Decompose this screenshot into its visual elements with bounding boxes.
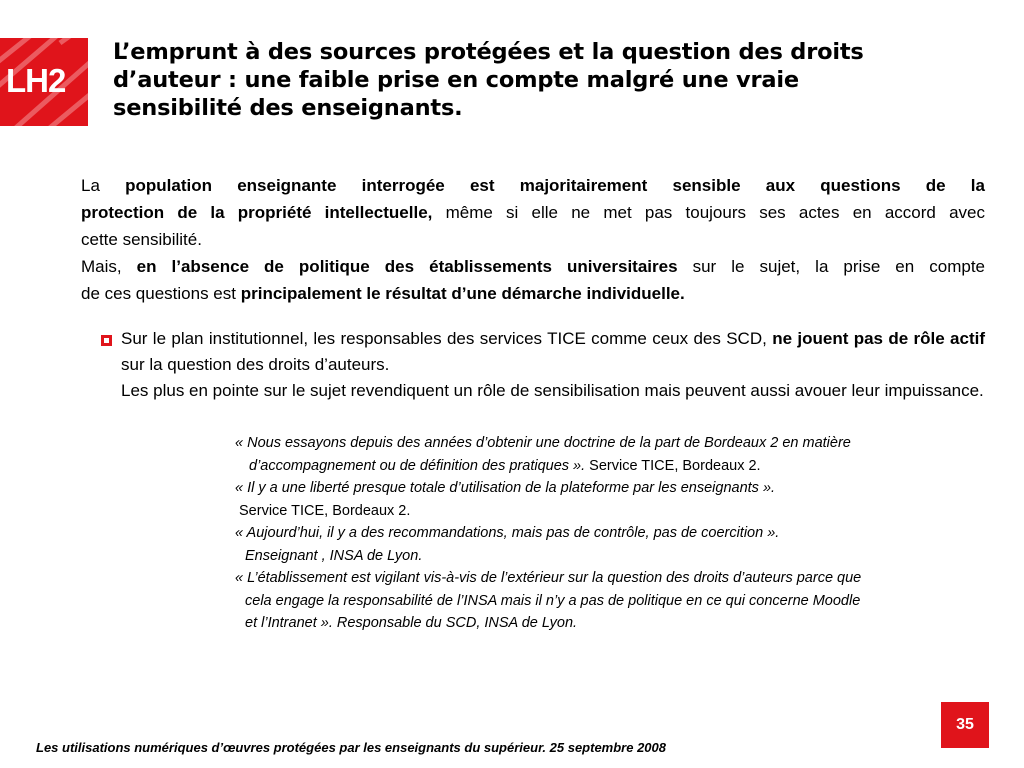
bullet-text (121, 326, 985, 404)
bullet-text-segment: Sur le plan institutionnel, les responsables des services TICE comme ceux des SCD, (121, 329, 773, 348)
intro-bold-segment: en l’absence de politique des établissements universitaires (136, 257, 678, 276)
intro-line-1 (81, 172, 985, 199)
quote-1-line-1: « Nous essayons depuis des années d’obtenir une doctrine de la part de Bordeaux 2 en matière (235, 435, 851, 451)
logo-text: LH2 (6, 62, 66, 99)
intro-bold-segment: principalement le résultat d’une démarche individuelle. (240, 284, 685, 303)
intro-text-segment: de ces questions est (81, 284, 241, 303)
intro-text-segment: même si elle ne met pas toujours ses actes en accord avec (432, 203, 985, 222)
lh2-logo (0, 38, 88, 126)
intro-bold-segment: population enseignante interrogée est majoritairement sensible aux questions de la (125, 176, 985, 195)
bullet-square-icon (101, 335, 112, 346)
bullet-item (101, 326, 985, 404)
quote-text: d’accompagnement ou de définition des pratiques ». (249, 457, 586, 474)
intro-text-segment: Mais, (81, 257, 137, 276)
title-line-2: d’auteur : une faible prise en compte malgré une vraie (113, 67, 799, 93)
intro-bold-segment: protection de la propriété intellectuelle, (81, 203, 433, 222)
quote-3-source: Enseignant , INSA de Lyon. (245, 547, 423, 564)
intro-line-2 (81, 199, 985, 226)
quote-2-source: Service TICE, Bordeaux 2. (239, 502, 411, 519)
quotes-block (235, 432, 995, 635)
intro-text-segment: sur le sujet, la prise en compte (677, 257, 986, 276)
page-title (113, 38, 993, 122)
title-line-3: sensibilité des enseignants. (113, 95, 463, 121)
intro-text-segment: La (81, 176, 126, 195)
intro-text (81, 172, 985, 307)
intro-line-4 (81, 253, 985, 280)
bullet-paragraph-1 (121, 326, 985, 378)
bullet-paragraph-2: Les plus en pointe sur le sujet revendiquent un rôle de sensibilisation mais peuvent aussi avouer leur impuissance. (121, 381, 984, 400)
footer-text: Les utilisations numériques d’œuvres protégées par les enseignants du supérieur. 25 septembre 2008 (36, 740, 666, 755)
quote-4-line-3: et l’Intranet ». Responsable du SCD, INSA de Lyon. (245, 615, 578, 631)
quote-source: Service TICE, Bordeaux 2. (585, 457, 761, 474)
quote-4-line-2: cela engage la responsabilité de l’INSA mais il n’y a pas de politique en ce qui concerne Moodle (245, 592, 861, 609)
page-number: 35 (956, 716, 974, 733)
bullet-text-segment: sur la question des droits d’auteurs. (121, 355, 390, 374)
intro-line-3: cette sensibilité. (81, 230, 202, 249)
quote-3-line-1: « Aujourd’hui, il y a des recommandations, mais pas de contrôle, pas de coercition ». (235, 525, 780, 541)
page-number-badge (941, 702, 989, 748)
quote-4-line-1: « L’établissement est vigilant vis-à-vis de l’extérieur sur la question des droits d’auteurs parce que (235, 570, 862, 586)
intro-line-5 (81, 280, 985, 307)
title-line-1: L’emprunt à des sources protégées et la question des droits (113, 39, 864, 65)
quote-1-line-2 (235, 455, 995, 478)
quote-2-line-1: « Il y a une liberté presque totale d’utilisation de la plateforme par les enseignants ». (235, 480, 776, 496)
bullet-bold-segment: ne jouent pas de rôle actif (772, 329, 985, 348)
